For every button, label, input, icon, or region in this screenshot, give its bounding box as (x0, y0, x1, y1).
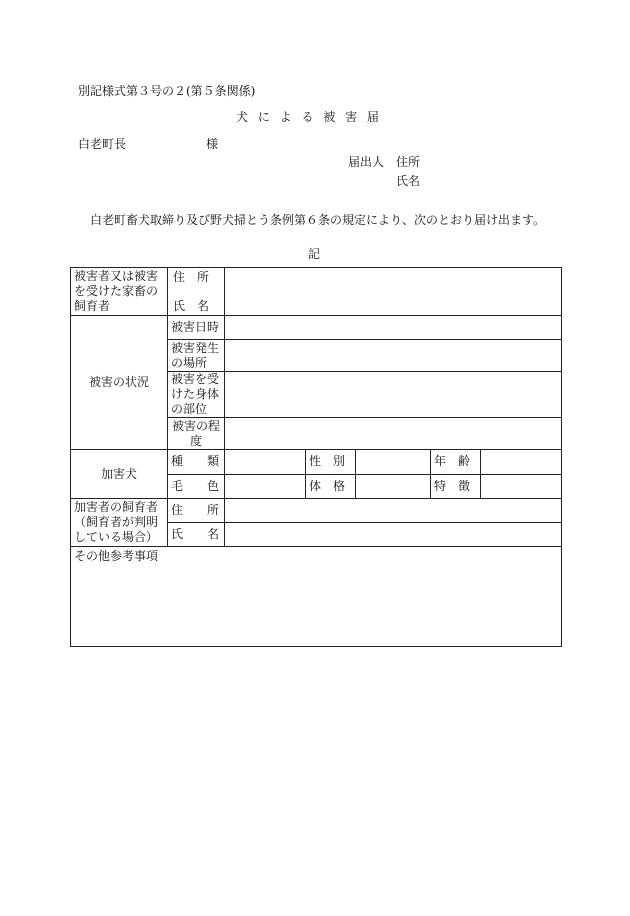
form-number: 別記様式第３号の２(第５条関係) (78, 84, 256, 98)
coat-field[interactable] (225, 474, 306, 498)
age-field[interactable] (481, 450, 562, 474)
owner-name-label: 氏 名 (168, 522, 225, 546)
victim-name-label: 氏 名 (173, 298, 210, 313)
sex-label: 性 別 (306, 450, 356, 474)
submitter-label: 届出人 (348, 155, 385, 169)
features-field[interactable] (481, 474, 562, 498)
owner-header: 加害者の飼育者（飼育者が判明している場合） (71, 498, 168, 546)
breed-label: 種 類 (168, 450, 225, 474)
document-title: 犬 に よ る 被 害 届 (236, 110, 382, 124)
build-field[interactable] (356, 474, 431, 498)
sex-field[interactable] (356, 450, 431, 474)
victim-value-field[interactable] (225, 268, 562, 316)
damage-report-table (70, 267, 562, 647)
features-label: 特 徴 (431, 474, 481, 498)
injured-part-field[interactable] (225, 372, 562, 418)
owner-address-label: 住 所 (168, 498, 225, 522)
damage-degree-field[interactable] (225, 418, 562, 450)
victim-address-label: 住 所 (173, 269, 210, 284)
damage-datetime-label: 被害日時 (168, 316, 225, 340)
damage-degree-label: 被害の程度 (168, 418, 225, 450)
remarks-field[interactable] (71, 546, 562, 646)
coat-label: 毛 色 (168, 474, 225, 498)
ki-label: 記 (308, 247, 321, 261)
addressee-honorific: 様 (206, 137, 219, 151)
dog-header: 加害犬 (71, 450, 168, 498)
victim-header: 被害者又は被害を受けた家畜の飼育者 (71, 268, 168, 316)
submitter-name-label: 氏名 (396, 174, 421, 188)
damage-datetime-field[interactable] (225, 316, 562, 340)
build-label: 体 格 (306, 474, 356, 498)
age-label: 年 齢 (431, 450, 481, 474)
breed-field[interactable] (225, 450, 306, 474)
addressee: 白老町長 (78, 137, 127, 151)
owner-address-field[interactable] (225, 498, 562, 522)
victim-labels-cell (168, 268, 225, 316)
damage-place-label: 被害発生の場所 (168, 340, 225, 372)
remarks-label: その他参考事項 (74, 548, 159, 563)
owner-name-field[interactable] (225, 522, 562, 546)
statement: 白老町畜犬取締り及び野犬掃とう条例第６条の規定により、次のとおり届け出ます。 (90, 213, 546, 227)
submitter-address-label: 住所 (396, 155, 421, 169)
injured-part-label: 被害を受けた身体の部位 (168, 372, 225, 418)
situation-header: 被害の状況 (71, 316, 168, 450)
damage-place-field[interactable] (225, 340, 562, 372)
